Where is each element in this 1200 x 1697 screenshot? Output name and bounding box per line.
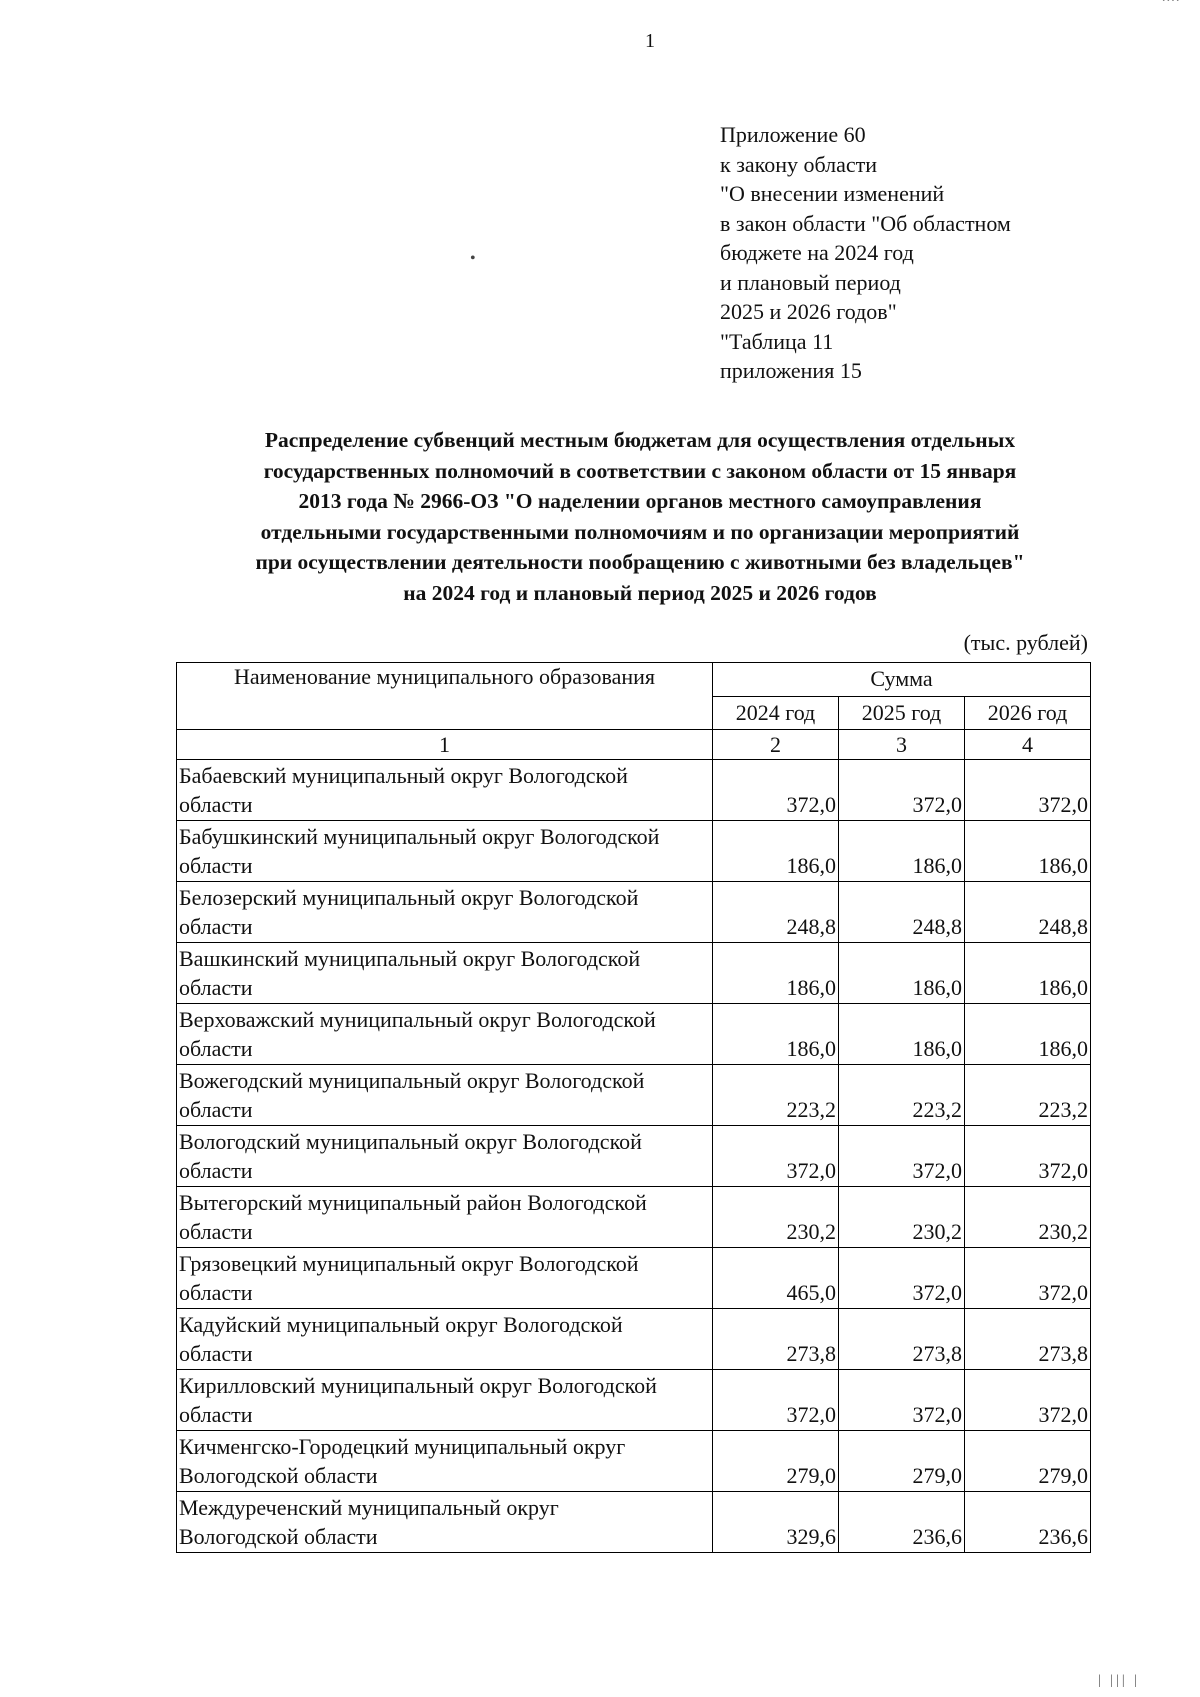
- municipality-name-line: Бабаевский муниципальный округ Вологодской: [179, 763, 628, 788]
- table-row: [177, 1248, 1091, 1309]
- table-row: [177, 1126, 1091, 1187]
- municipality-name-line: Вытегорский муниципальный район Вологодской: [179, 1190, 647, 1215]
- amount-2025: 230,2: [839, 1187, 965, 1248]
- amount-2024: 329,6: [713, 1492, 839, 1553]
- municipality-name: [177, 1370, 713, 1431]
- scan-artifact: •: [470, 250, 476, 267]
- header-sum: Сумма: [713, 663, 1091, 697]
- municipality-name-line: области: [179, 853, 253, 878]
- municipality-name-line: области: [179, 914, 253, 939]
- municipality-name: [177, 882, 713, 943]
- amount-2024: 248,8: [713, 882, 839, 943]
- amount-2025: 279,0: [839, 1431, 965, 1492]
- municipality-name: [177, 1309, 713, 1370]
- amount-2025: 372,0: [839, 1248, 965, 1309]
- municipality-name-line: области: [179, 1158, 253, 1183]
- header-name: Наименование муниципального образования: [177, 663, 713, 730]
- units-label: (тыс. рублей): [963, 630, 1088, 655]
- municipality-name-line: Кичменгско-Городецкий муниципальный округ: [179, 1434, 626, 1459]
- municipality-name: [177, 1431, 713, 1492]
- table-row: [177, 1187, 1091, 1248]
- column-number: 4: [965, 730, 1091, 760]
- header-row: [177, 663, 1091, 697]
- municipality-name: [177, 1065, 713, 1126]
- municipality-name: [177, 1004, 713, 1065]
- page-number: 1: [645, 30, 655, 52]
- title-line: отдельными государственными полномочиям и по организации мероприятий: [260, 519, 1020, 544]
- appendix-line: в закон области "Об областном: [720, 210, 1011, 236]
- municipality-name: [177, 1492, 713, 1553]
- municipality-name-line: Междуреченский муниципальный округ: [179, 1495, 559, 1520]
- municipality-name-line: Кирилловский муниципальный округ Вологодской: [179, 1373, 657, 1398]
- municipality-name-line: Вологодский муниципальный округ Вологодской: [179, 1129, 642, 1154]
- table-row: [177, 1431, 1091, 1492]
- municipality-name: [177, 760, 713, 821]
- municipality-name-line: Грязовецкий муниципальный округ Вологодской: [179, 1251, 639, 1276]
- table-row: [177, 1492, 1091, 1553]
- appendix-line: "О внесении изменений: [720, 181, 945, 206]
- municipality-name-line: области: [179, 1097, 253, 1122]
- amount-2025: 372,0: [839, 760, 965, 821]
- appendix-line: приложения 15: [720, 358, 862, 383]
- amount-2026: 372,0: [965, 760, 1091, 821]
- amount-2024: 372,0: [713, 1370, 839, 1431]
- municipality-name-line: области: [179, 1402, 253, 1427]
- column-number: 1: [177, 730, 713, 760]
- municipality-name: [177, 821, 713, 882]
- amount-2024: 186,0: [713, 821, 839, 882]
- municipality-name-line: Вожегодский муниципальный округ Вологодской: [179, 1068, 645, 1093]
- table-row: [177, 760, 1091, 821]
- amount-2026: 223,2: [965, 1065, 1091, 1126]
- amount-2026: 230,2: [965, 1187, 1091, 1248]
- amount-2026: 372,0: [965, 1126, 1091, 1187]
- title-line: 2013 года № 2966-ОЗ "О наделении органов местного самоуправления: [298, 489, 982, 513]
- appendix-line: "Таблица 11: [720, 328, 834, 354]
- amount-2025: 223,2: [839, 1065, 965, 1126]
- amount-2026: 279,0: [965, 1431, 1091, 1492]
- amount-2025: 372,0: [839, 1126, 965, 1187]
- amount-2026: 372,0: [965, 1370, 1091, 1431]
- municipality-name: [177, 1187, 713, 1248]
- header-year: 2026 год: [965, 696, 1091, 730]
- amount-2026: 273,8: [965, 1309, 1091, 1370]
- amount-2025: 248,8: [839, 882, 965, 943]
- title-line: при осуществлении деятельности пообращению с животными без владельцев": [255, 550, 1025, 574]
- amount-2026: 372,0: [965, 1248, 1091, 1309]
- municipality-name-line: Вологодской области: [179, 1463, 378, 1488]
- amount-2025: 186,0: [839, 1004, 965, 1065]
- scan-artifact-bottom: | ||| |: [1097, 1673, 1140, 1688]
- amount-2026: 186,0: [965, 821, 1091, 882]
- amount-2024: 372,0: [713, 1126, 839, 1187]
- title-line: на 2024 год и плановый период 2025 и 2026 годов: [403, 580, 877, 605]
- municipality-name-line: Вашкинский муниципальный округ Вологодской: [179, 946, 641, 971]
- amount-2025: 236,6: [839, 1492, 965, 1553]
- amount-2026: 186,0: [965, 1004, 1091, 1065]
- table-row: [177, 1004, 1091, 1065]
- amount-2024: 230,2: [713, 1187, 839, 1248]
- column-number: 2: [713, 730, 839, 760]
- column-number: 3: [839, 730, 965, 760]
- table-row: [177, 943, 1091, 1004]
- amount-2025: 186,0: [839, 821, 965, 882]
- municipality-name-line: Верховажский муниципальный округ Вологодской: [179, 1007, 656, 1032]
- scan-artifact-top: ····: [1161, 0, 1180, 9]
- municipality-name-line: области: [179, 1036, 253, 1061]
- title-line: государственных полномочий в соответствии с законом области от 15 января: [263, 458, 1017, 483]
- amount-2025: 372,0: [839, 1370, 965, 1431]
- amount-2026: 186,0: [965, 943, 1091, 1004]
- appendix-reference: [720, 120, 1011, 386]
- amount-2024: 186,0: [713, 943, 839, 1004]
- amount-2024: 186,0: [713, 1004, 839, 1065]
- municipality-name-line: Вологодской области: [179, 1524, 378, 1549]
- municipality-name-line: области: [179, 1280, 253, 1305]
- column-numbers-row: [177, 730, 1091, 760]
- amount-2024: 273,8: [713, 1309, 839, 1370]
- municipality-name: [177, 943, 713, 1004]
- municipality-name-line: Бабушкинский муниципальный округ Вологодской: [179, 824, 660, 849]
- appendix-line: Приложение 60: [720, 122, 866, 147]
- amount-2025: 273,8: [839, 1309, 965, 1370]
- municipality-name: [177, 1248, 713, 1309]
- table-row: [177, 1370, 1091, 1431]
- appendix-line: бюджете на 2024 год: [720, 240, 914, 265]
- header-year: 2025 год: [839, 696, 965, 730]
- municipality-name: [177, 1126, 713, 1187]
- appendix-line: и плановый период: [720, 269, 901, 295]
- appendix-line: к закону области: [720, 151, 878, 177]
- municipality-name-line: Белозерский муниципальный округ Вологодской: [179, 885, 639, 910]
- subvention-table: [176, 662, 1091, 1553]
- table-row: [177, 1309, 1091, 1370]
- municipality-name-line: области: [179, 1341, 253, 1366]
- municipality-name-line: Кадуйский муниципальный округ Вологодской: [179, 1312, 623, 1337]
- table-row: [177, 821, 1091, 882]
- amount-2024: 465,0: [713, 1248, 839, 1309]
- municipality-name-line: области: [179, 1219, 253, 1244]
- document-title: [180, 425, 1100, 608]
- amount-2025: 186,0: [839, 943, 965, 1004]
- table-row: [177, 882, 1091, 943]
- municipality-name-line: области: [179, 975, 253, 1000]
- amount-2024: 223,2: [713, 1065, 839, 1126]
- amount-2026: 248,8: [965, 882, 1091, 943]
- amount-2024: 372,0: [713, 760, 839, 821]
- title-line: Распределение субвенций местным бюджетам для осуществления отдельных: [264, 428, 1016, 452]
- municipality-name-line: области: [179, 792, 253, 817]
- amount-2026: 236,6: [965, 1492, 1091, 1553]
- appendix-line: 2025 и 2026 годов": [720, 299, 897, 324]
- header-year: 2024 год: [713, 696, 839, 730]
- amount-2024: 279,0: [713, 1431, 839, 1492]
- table-row: [177, 1065, 1091, 1126]
